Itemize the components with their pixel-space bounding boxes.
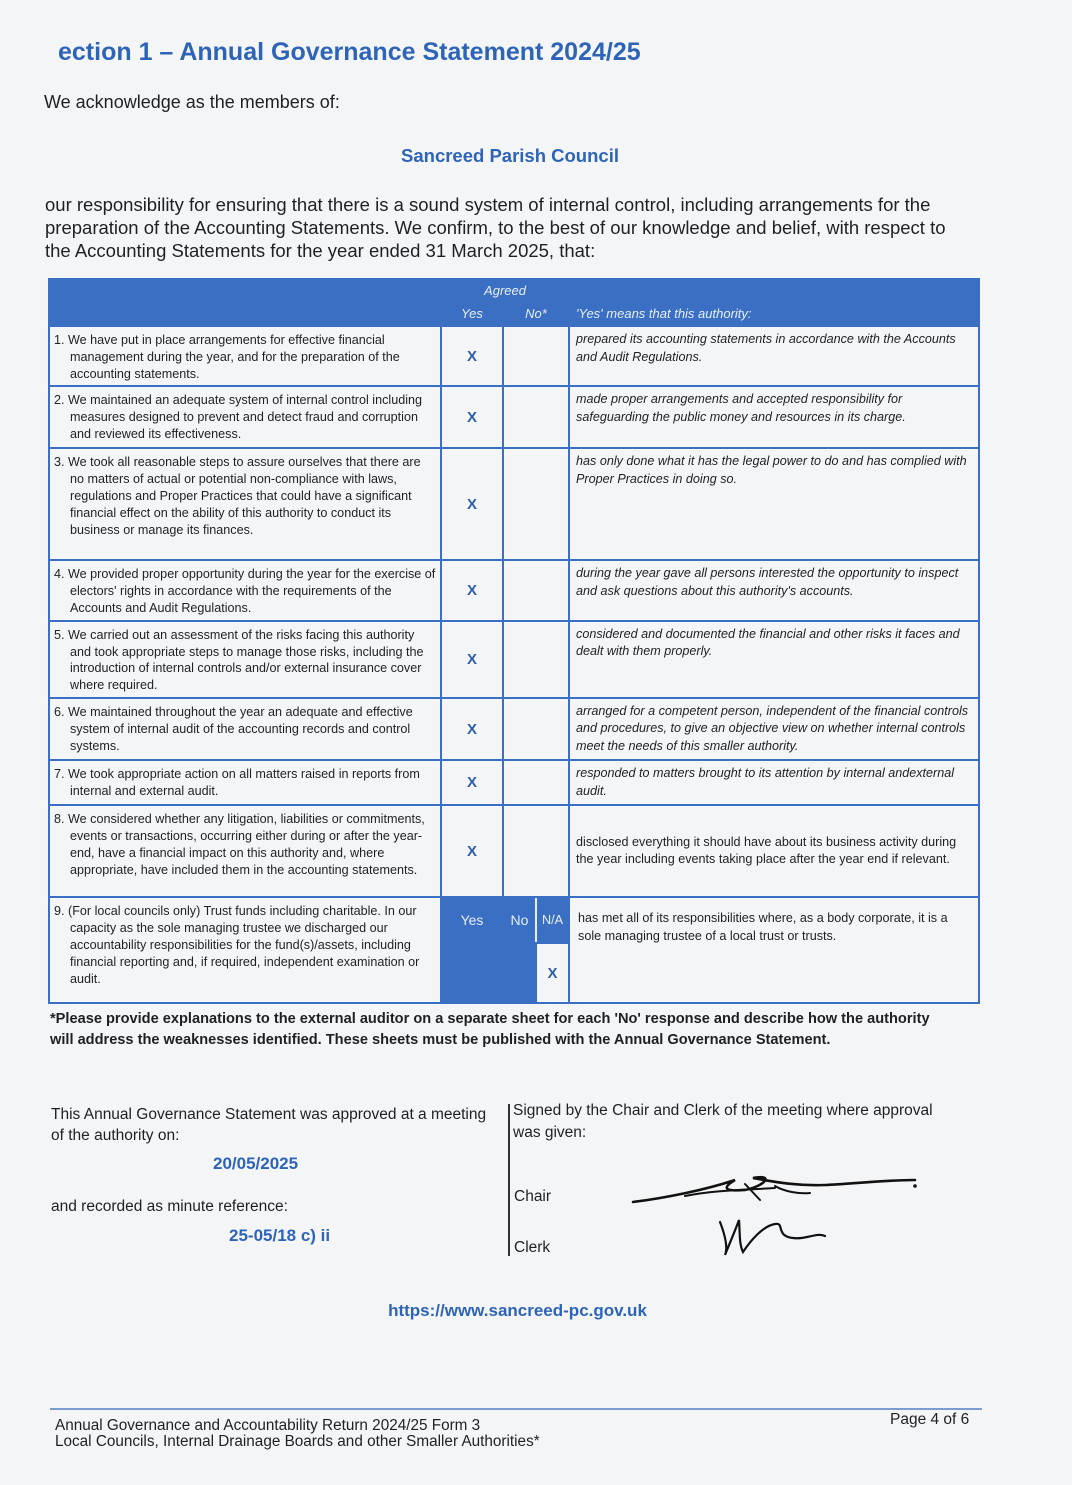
no-header: No* — [503, 301, 569, 326]
trust-yes-cell — [441, 943, 503, 1003]
means-header: 'Yes' means that this authority: — [569, 301, 979, 326]
means-cell: responded to matters brought to its attention by internal andexternal audit. — [569, 760, 979, 805]
yes-cell: X — [441, 805, 503, 897]
footnote: *Please provide explanations to the external auditor on a separate sheet for each 'No' response and describe how the authority will address the weaknesses identified. These sheets must be published with the Annual Governance Statement. — [50, 1011, 930, 1048]
means-cell: prepared its accounting statements in accordance with the Accounts and Audit Regulations. — [569, 326, 979, 386]
chair-signature-stroke — [685, 1184, 810, 1200]
website-link[interactable]: https://www.sancreed-pc.gov.uk — [388, 1301, 647, 1320]
signature-image — [625, 1160, 925, 1260]
table-row — [49, 448, 979, 560]
table-row — [49, 560, 979, 620]
footer-form-title: Annual Governance and Accountability Return 2024/25 Form 3 — [55, 1417, 481, 1434]
recorded-text: and recorded as minute reference: — [51, 1198, 288, 1215]
table-row — [49, 386, 979, 448]
chair-label: Chair — [514, 1188, 552, 1205]
no-cell — [503, 560, 569, 620]
clerk-label: Clerk — [514, 1239, 551, 1256]
means-cell: considered and documented the financial and other risks it faces and dealt with them properly. — [569, 621, 979, 698]
trust-no-na-cells — [503, 943, 569, 1003]
approved-text: This Annual Governance Statement was approved at a meeting of the authority on: — [51, 1106, 487, 1144]
divider — [508, 1104, 510, 1256]
trust-na-label: N/A — [542, 913, 564, 928]
no-cell — [503, 386, 569, 448]
statement-cell: 9. (For local councils only) Trust funds including charitable. In our capacity as the sole managing trustee we discharged our accountability responsibilities for the fund(s)/assets, including financial reporting and, if required, independent examination or audit. — [49, 897, 441, 1003]
table-row — [49, 698, 979, 761]
footer-authorities: Local Councils, Internal Drainage Boards and other Smaller Authorities* — [55, 1433, 540, 1450]
yes-cell: X — [441, 386, 503, 448]
trust-no-header — [503, 897, 569, 943]
means-cell: arranged for a competent person, independent of the financial controls and procedures, to give an objective view on whether internal controls meet the needs of this smaller authority. — [569, 698, 979, 761]
yes-cell: X — [441, 326, 503, 386]
clerk-signature — [720, 1220, 825, 1255]
no-cell — [503, 805, 569, 897]
no-cell — [503, 698, 569, 761]
table-row — [49, 760, 979, 805]
no-cell — [503, 448, 569, 560]
trust-no-label: No — [504, 898, 537, 942]
statement-cell: 5. We carried out an assessment of the risks facing this authority and took appropriate steps to manage those risks, including the introduction of internal controls and/or external insurance cover where required. — [49, 621, 441, 698]
trust-no-cell — [504, 944, 537, 1002]
header-blank-2 — [49, 301, 441, 326]
table-row — [49, 326, 979, 386]
trust-means-cell: has met all of its responsibilities where, as a body corporate, it is a sole managing trustee of a local trust or trusts. — [569, 897, 979, 1003]
governance-table — [48, 278, 980, 1004]
means-cell: disclosed everything it should have about its business activity during the year including events taking place after the year end if relevant. — [569, 805, 979, 897]
intro-text: We acknowledge as the members of: — [44, 92, 340, 112]
section-title: ection 1 – Annual Governance Statement 2024/25 — [58, 38, 641, 66]
statement-cell: 4. We provided proper opportunity during the year for the exercise of electors' rights in accordance with the requirements of the Accounts and Audit Regulations. — [49, 560, 441, 620]
agreed-header: Agreed — [441, 279, 569, 301]
responsibility-paragraph: our responsibility for ensuring that there is a sound system of internal control, including arrangements for the preparation of the Accounting Statements. We confirm, to the best of our knowledge and belief, with respect to the Accounting Statements for the year ended 31 March 2025, that: — [45, 194, 946, 261]
statement-cell: 2. We maintained an adequate system of internal control including measures designed to prevent and detect fraud and corruption and reviewed its effectiveness. — [49, 386, 441, 448]
statement-cell: 7. We took appropriate action on all matters raised in reports from internal and external audit. — [49, 760, 441, 805]
page-number: Page 4 of 6 — [890, 1411, 970, 1428]
no-cell — [503, 326, 569, 386]
header-blank — [49, 279, 441, 301]
council-name: Sancreed Parish Council — [401, 145, 619, 166]
minute-reference: 25-05/18 c) ii — [229, 1226, 331, 1245]
footer-rule — [50, 1408, 982, 1410]
trust-yes-header: Yes — [441, 897, 503, 943]
yes-cell: X — [441, 448, 503, 560]
no-cell — [503, 621, 569, 698]
statement-cell: 6. We maintained throughout the year an adequate and effective system of internal audit of the accounting records and control systems. — [49, 698, 441, 761]
no-cell — [503, 760, 569, 805]
yes-cell: X — [441, 698, 503, 761]
yes-cell: X — [441, 621, 503, 698]
chair-signature — [633, 1177, 915, 1202]
means-cell: during the year gave all persons interested the opportunity to inspect and ask questions about this authority's accounts. — [569, 560, 979, 620]
signed-text: Signed by the Chair and Clerk of the meeting where approval was given: — [513, 1102, 933, 1141]
header-blank-right — [569, 279, 979, 301]
table-row — [49, 805, 979, 897]
statement-cell: 3. We took all reasonable steps to assure ourselves that there are no matters of actual or potential non-compliance with laws, regulations and Proper Practices that could have a significant financial effect on the ability of this authority to conduct its business or manage its finances. — [49, 448, 441, 560]
means-cell: made proper arrangements and accepted responsibility for safeguarding the public money and resources in its charge. — [569, 386, 979, 448]
approval-date: 20/05/2025 — [213, 1154, 299, 1173]
yes-cell: X — [441, 560, 503, 620]
yes-cell: X — [441, 760, 503, 805]
statement-cell: 8. We considered whether any litigation, liabilities or commitments, events or transactions, occurring either during or after the year-end, have a financial impact on this authority and, where appropriate, have included them in the accounting statements. — [49, 805, 441, 897]
statement-cell: 1. We have put in place arrangements for effective financial management during the year, and for the preparation of the accounting statements. — [49, 326, 441, 386]
means-cell: has only done what it has the legal power to do and has complied with Proper Practices in doing so. — [569, 448, 979, 560]
table-row-9 — [49, 897, 979, 943]
yes-header: Yes — [441, 301, 503, 326]
trust-na-cell: X — [547, 964, 558, 982]
table-row — [49, 621, 979, 698]
